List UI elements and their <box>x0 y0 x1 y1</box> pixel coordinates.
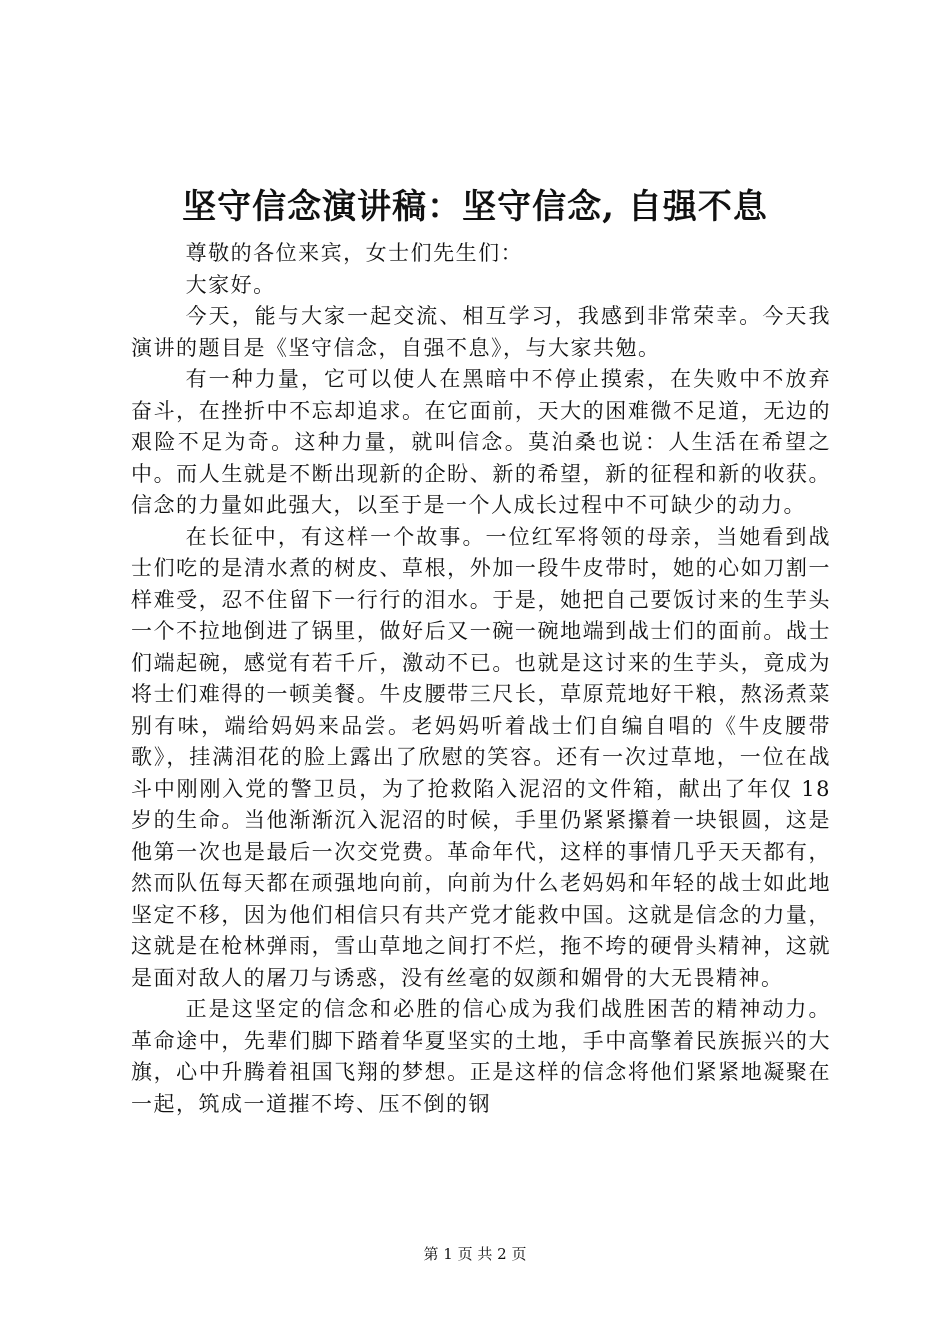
paragraph-greeting: 尊敬的各位来宾，女士们先生们： <box>185 241 524 265</box>
paragraph-hello: 大家好。 <box>185 272 276 297</box>
document-title: 坚守信念演讲稿：坚守信念, 自强不息 <box>182 187 768 227</box>
paragraph-long-march-story: 在长征中，有这样一个故事。一位红军将领的母亲，当她看到战士们吃的是清水煮的树皮、草根，外加一段牛皮带时，她的心如刀割一样难受，忍不住留下一行行的泪水。于是，她把自己要饭讨来的生芋头一个不拉地倒进了锅里，做好后又一碗一碗地端到战士们的面前。战士们端起碗，感觉有若千斤，激动不已。也就是这讨来的生芋头，竟成为将士们难得的一顿美餐。牛皮腰带三尺长，草原荒地好干粮，熬汤煮菜别有味，端给妈妈来品尝。老妈妈听着战士们自编自唱的《牛皮腰带歌》，挂满泪花的脸上露出了欣慰的笑容。还有一次过草地，一位在战斗中刚刚入党的警卫员，为了抢救陷入泥沼的文件箱，献出了年仅 18 岁的生命。当他渐渐沉入泥沼的时候，手里仍紧紧攥着一块银圆，这是他第一次也是最后一次交党费。革命年代，这样的事情几乎天天都有，然而队伍每天都在顽强地向前，向前为什么老妈妈和年轻的战士如此地坚定不移，因为他们相信只有共产党才能救中国。这就是信念的力量，这就是在枪林弹雨，雪山草地之间打不烂，拖不垮的硬骨头精神，这就是面对敌人的屠刀与诱惑，没有丝毫的奴颜和媚骨的大无畏精神。 <box>131 524 831 990</box>
paragraph-belief-power: 有一种力量，它可以使人在黑暗中不停止摸索，在失败中不放弃奋斗，在挫折中不忘却追求。在它面前，天大的困难微不足道，无边的艰险不足为奇。这种力量，就叫信念。莫泊桑也说：人生活在希望之中。而人生就是不断出现新的企盼、新的希望，新的征程和新的收获。信念的力量如此强大，以至于是一个人成长过程中不可缺少的动力。 <box>131 367 831 517</box>
document-body <box>131 238 831 1120</box>
paragraph-intro: 今天，能与大家一起交流、相互学习，我感到非常荣幸。今天我演讲的题目是《坚守信念，自强不息》，与大家共勉。 <box>131 304 831 360</box>
page-number-footer: 第 1 页 共 2 页 <box>423 1245 527 1263</box>
paragraph-spiritual-motivation: 正是这坚定的信念和必胜的信心成为我们战胜困苦的精神动力。革命途中，先辈们脚下踏着华夏坚实的土地，手中高擎着民族振兴的大旗，心中升腾着祖国飞翔的梦想。正是这样的信念将他们紧紧地凝聚在一起，筑成一道摧不垮、压不倒的钢 <box>131 997 831 1116</box>
